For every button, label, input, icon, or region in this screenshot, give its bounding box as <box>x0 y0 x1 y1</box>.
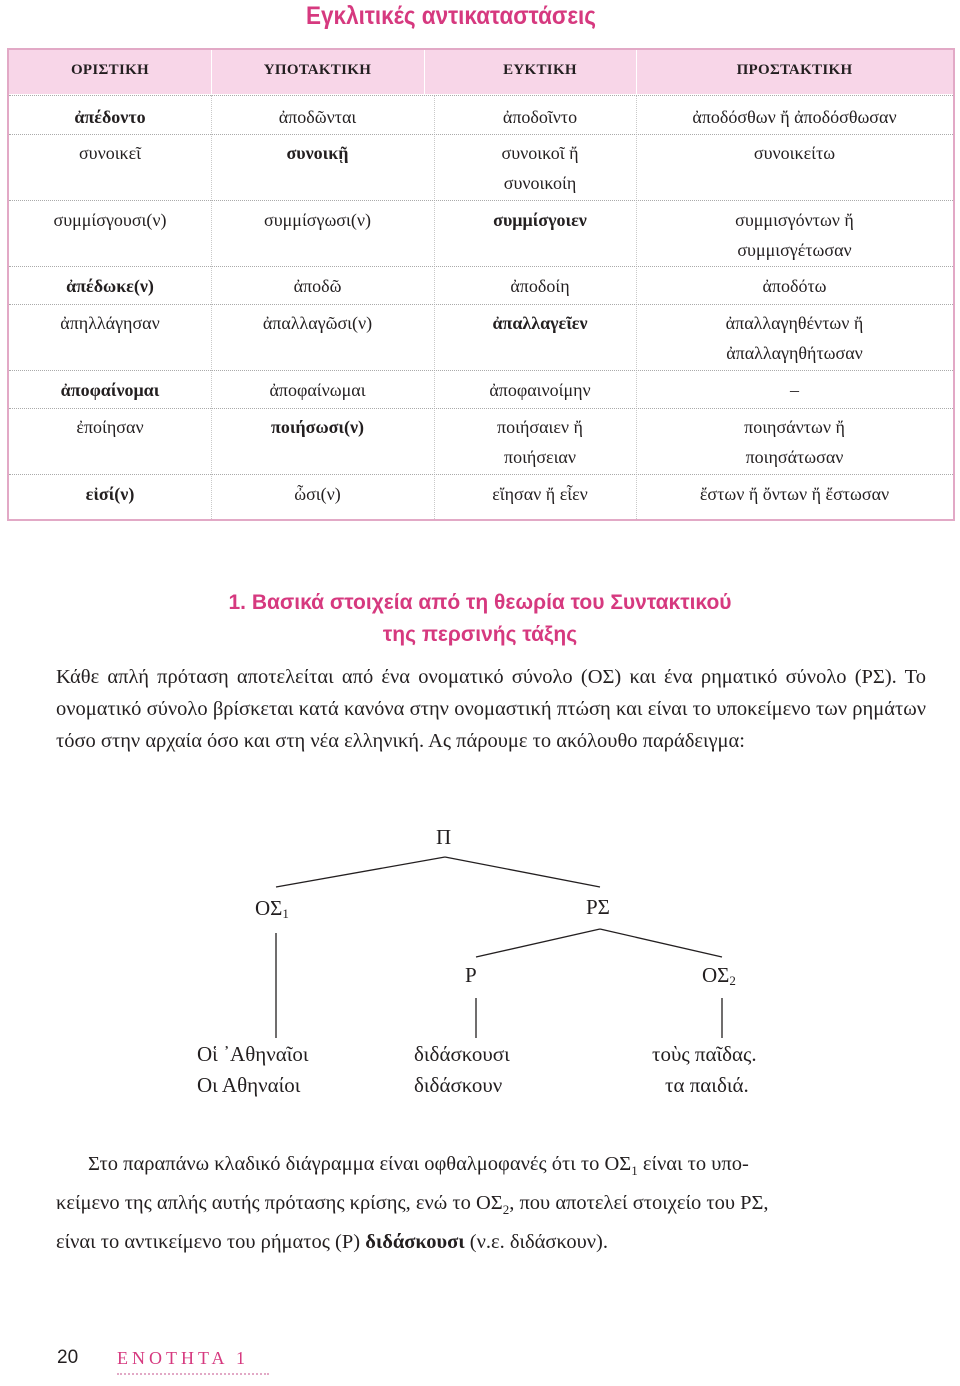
table-cell: ἀπέδωκε(ν) <box>66 276 154 296</box>
table-cell: συμμίσγουσι(ν) <box>53 210 167 230</box>
unit-label: ΕΝΟΤΗΤΑ 1 <box>117 1348 250 1368</box>
table-cell: συμμισγόντων ἤ <box>735 210 854 230</box>
tree-branch <box>600 929 722 957</box>
bold-verb: διδάσκουσι <box>365 1231 465 1254</box>
tree-node-root: Π <box>436 825 452 849</box>
node-label: ΟΣ <box>255 896 283 920</box>
header-subjunctive: ΥΠΟΤΑΚΤΙΚΗ <box>263 62 372 78</box>
table-cell: ἀποφαίνωμαι <box>269 380 366 400</box>
table-cell: ἀπαλλαγηθέντων ἤ <box>725 313 864 333</box>
unit-underline <box>117 1373 269 1375</box>
table-cell: ἔστων ἤ ὄντων ἤ ἔστωσαν <box>699 484 890 504</box>
table-cell: ἀποδοίη <box>510 276 570 296</box>
example-verb <box>414 1039 510 1101</box>
node-subscript: 2 <box>729 973 736 988</box>
closing-line <box>56 1148 926 1187</box>
table-cell: ἀποδῶνται <box>278 107 357 127</box>
table-cell: συνοικοίη <box>503 173 577 193</box>
page-title: Εγκλιτικές αντικαταστάσεις <box>306 2 596 30</box>
table-cell: ἐποίησαν <box>76 417 144 437</box>
table-cell: ποιήσειαν <box>503 447 577 467</box>
node-label: ΟΣ <box>702 963 730 987</box>
tree-branch <box>476 929 600 957</box>
table-cell: ποιησάτωσαν <box>745 447 844 467</box>
page-number: 20 <box>57 1347 79 1368</box>
section-heading: 1. Βασικά στοιχεία από τη θεωρία του Συντακτικού <box>228 591 732 614</box>
table-cell: ἀποφαινοίμην <box>489 380 591 400</box>
header-indicative: ΟΡΙΣΤΙΚΗ <box>70 62 150 78</box>
tree-node-r: Ρ <box>465 963 477 987</box>
modern-word: τα παιδιά. <box>665 1073 749 1097</box>
node-subscript: 1 <box>282 906 289 921</box>
table-cell: ἀποφαίνομαι <box>60 380 160 400</box>
closing-line <box>56 1187 926 1226</box>
table-cell: – <box>790 380 799 400</box>
table-cell: συνοικείτω <box>753 143 836 163</box>
table-cell: συνοικεῖ <box>78 143 142 163</box>
example-object <box>652 1039 757 1101</box>
table-cell: συμμισγέτωσαν <box>737 240 852 260</box>
modern-word: διδάσκουν <box>414 1073 503 1097</box>
table-cell: ποιήσαιεν ἤ <box>497 417 583 437</box>
tree-node-rs: ΡΣ <box>586 895 610 919</box>
table-cell: ἀποδῶ <box>293 276 342 296</box>
tree-node-os1 <box>255 895 289 927</box>
closing-line <box>56 1226 926 1258</box>
example-subject <box>197 1039 309 1101</box>
table-cell: ἀποδόσθων ἤ ἀποδόσθωσαν <box>692 107 897 127</box>
modern-word: Οι Αθηναίοι <box>197 1073 301 1097</box>
ancient-word: Οἱ ᾿Αθηναῖοι <box>197 1042 309 1066</box>
table-cell: ἀπαλλαγεῖεν <box>492 313 588 333</box>
header-imperative: ΠΡΟΣΤΑΚΤΙΚΗ <box>736 62 853 78</box>
closing-paragraph <box>56 1148 926 1258</box>
table-cell: συνοικῇ <box>286 143 349 163</box>
table-cell: ποιησάντων ἤ <box>744 417 845 437</box>
closing-text: κείμενο της απλής αυτής πρότασης κρίσης, ενώ το ΟΣ <box>56 1192 503 1215</box>
subscript: 1 <box>631 1163 638 1179</box>
table-cell: συμμίσγοιεν <box>493 210 587 230</box>
table-cell: ἀπηλλάγησαν <box>60 313 160 333</box>
table-cell: ἀπαλλαγῶσι(ν) <box>262 313 373 333</box>
ancient-word: διδάσκουσι <box>414 1042 510 1066</box>
table-cell: εἰσί(ν) <box>85 484 135 504</box>
table-cell: εἴησαν ἤ εἶεν <box>492 484 588 504</box>
table-cell: ἀποδοῖντο <box>502 107 578 127</box>
ancient-word: τοὺς παῖδας. <box>652 1042 757 1066</box>
section-heading-line2: της περσινής τάξης <box>382 623 578 646</box>
tree-branch <box>445 857 600 887</box>
table-cell: ἀπέδοντο <box>74 107 146 127</box>
closing-text: (ν.ε. διδάσκουν). <box>464 1231 608 1254</box>
subscript: 2 <box>502 1202 510 1218</box>
closing-text: Στο παραπάνω κλαδικό διάγραμμα είναι οφθαλμοφανές ότι το ΟΣ <box>88 1153 632 1175</box>
intro-text: Κάθε απλή πρόταση αποτελείται από ένα ονοματικό σύνολο (ΟΣ) και ένα ρηματικό σύνολο (ΡΣ). Το ονοματικό σύνολο βρίσκεται κατά κανόνα στην ονομαστική πτώση και είναι το υποκείμενο των ρημάτων τόσο στην αρχαία όσο και στη νέα ελληνική. Ας πάρουμε το ακόλουθο παράδειγμα: <box>56 666 926 752</box>
table-cell: συνοικοῖ ἤ <box>501 143 579 163</box>
table-cell: ἀπαλλαγηθήτωσαν <box>726 343 863 363</box>
tree-branch <box>276 857 445 887</box>
table-cell: ὦσι(ν) <box>294 484 341 504</box>
table-cell: ποιήσωσι(ν) <box>270 417 364 437</box>
closing-text: είναι το υπο- <box>637 1153 749 1175</box>
closing-text: , που αποτελεί στοιχείο του ΡΣ, <box>509 1192 769 1215</box>
table-cell: συμμίσγωσι(ν) <box>264 210 371 230</box>
closing-text: είναι το αντικείμενο του ρήματος (Ρ) <box>56 1231 366 1254</box>
header-optative: ΕΥΚΤΙΚΗ <box>503 62 577 78</box>
tree-node-os2 <box>702 962 736 994</box>
table-cell: ἀποδότω <box>762 276 827 296</box>
